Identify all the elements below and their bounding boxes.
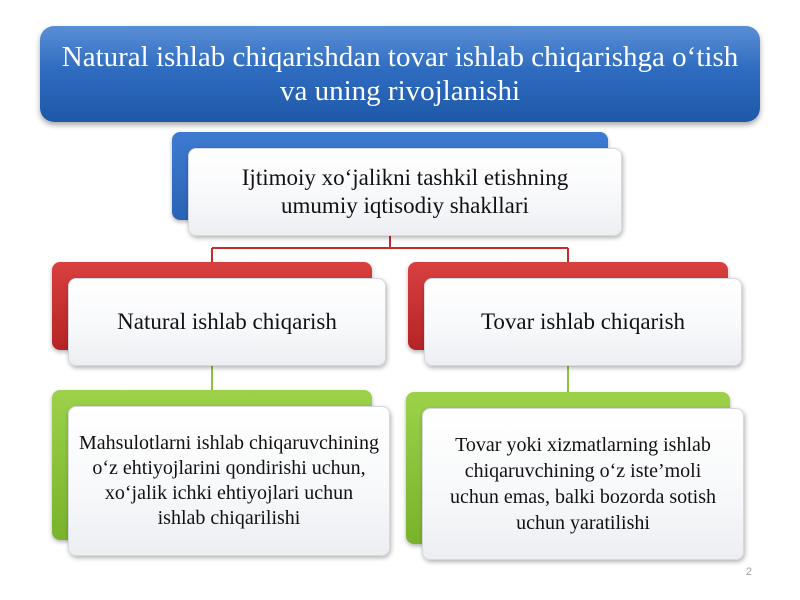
branch-natural-label: Natural ishlab chiqarish <box>117 309 337 334</box>
page-number: 2 <box>745 566 752 578</box>
description-tovar-node <box>422 408 744 560</box>
description-natural-node <box>68 406 390 556</box>
branch-to-description-connector <box>212 366 568 392</box>
description-natural-text: Mahsulotlarni ishlab chiqaruvchining o‘z ehtiyojlarini qondirishi uchun, xo‘jalik ichki ehtiyojlari uchun ishlab chiqarilishi <box>79 432 379 529</box>
branch-natural-node <box>68 278 386 366</box>
root-node <box>188 148 622 236</box>
description-tovar-text: Tovar yoki xizmatlarning ishlab chiqaruvchining o‘z iste’moli uchun emas, balki bozorda sotish uchun yaratilishi <box>449 434 717 534</box>
branch-tovar-node <box>424 278 742 366</box>
root-node-label: Ijtimoiy xo‘jalikni tashkil etishning umumiy iqtisodiy shakllari <box>241 165 569 218</box>
branch-tovar-label: Tovar ishlab chiqarish <box>480 309 686 334</box>
page-title: Natural ishlab chiqarishdan tovar ishlab chiqarishga o‘tish va uning rivojlanishi <box>61 41 739 107</box>
